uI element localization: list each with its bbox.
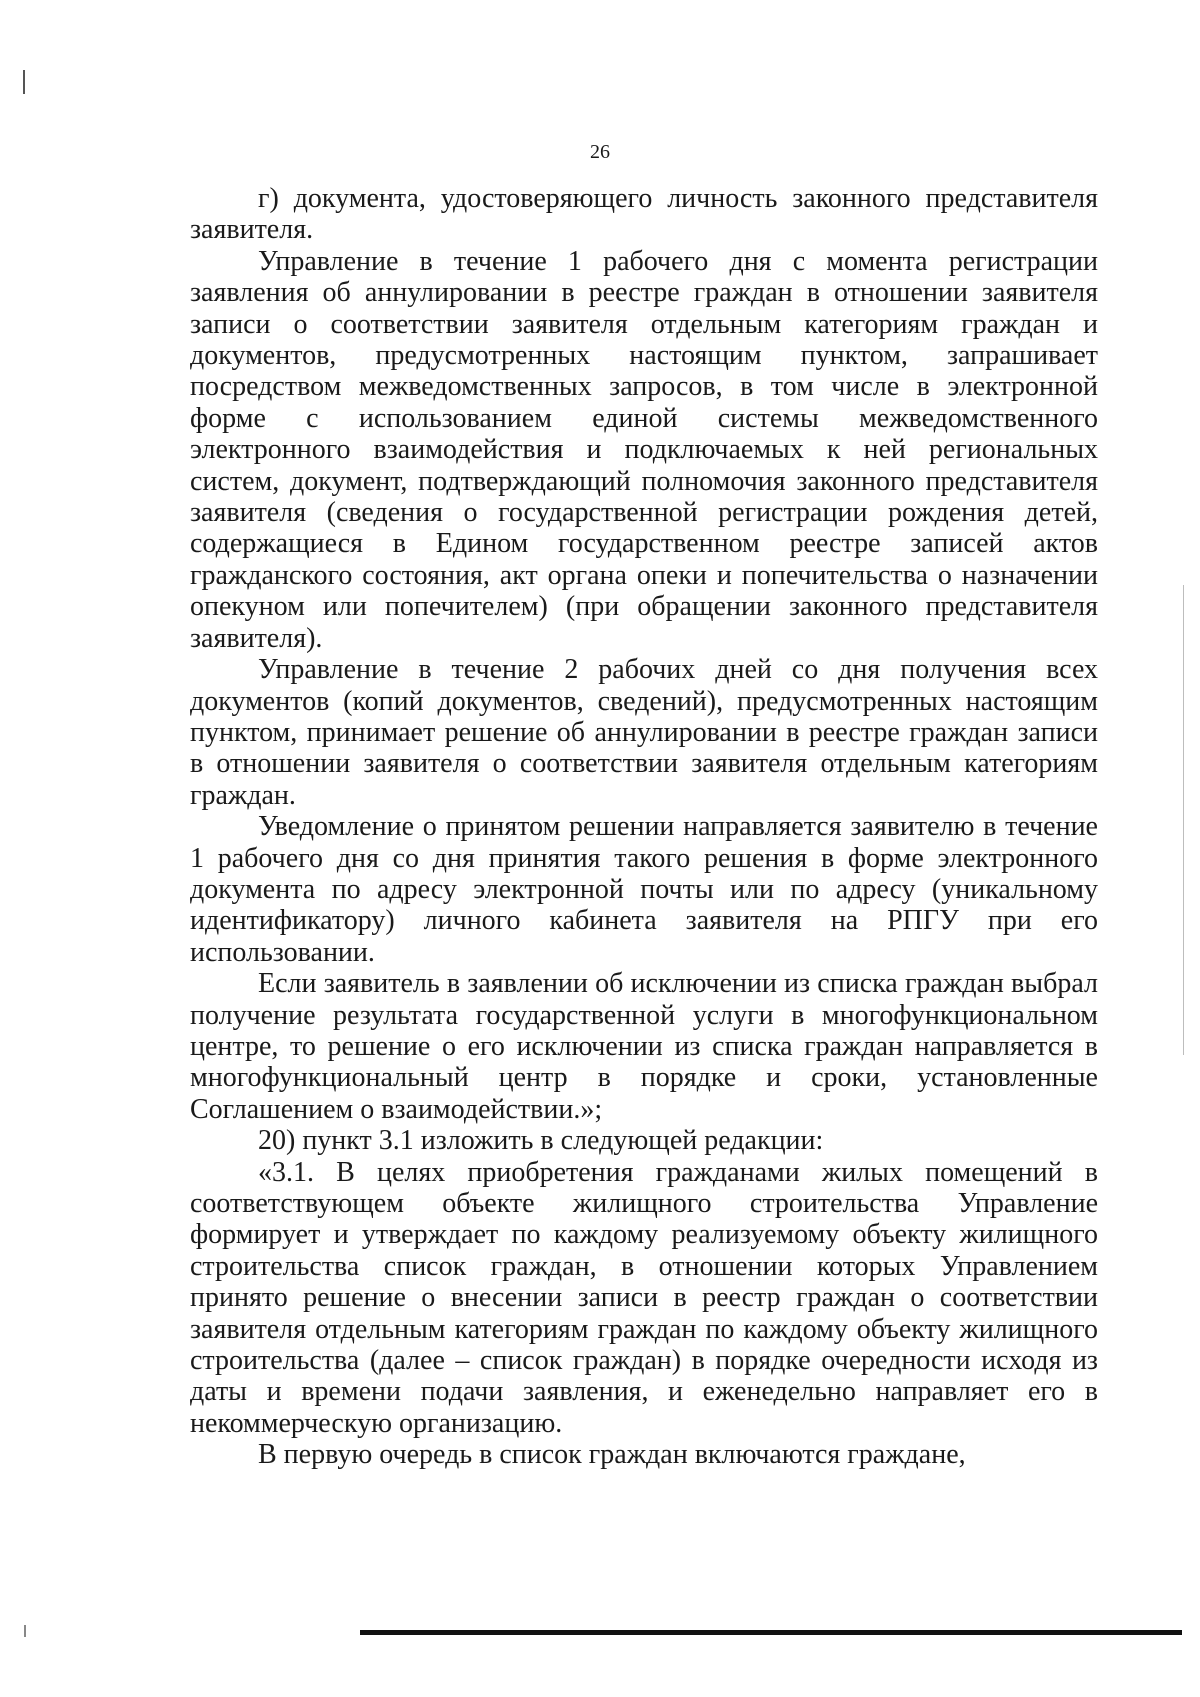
paragraph-amendment-20: 20) пункт 3.1 изложить в следующей редакции: — [258, 1125, 824, 1157]
page-number: 26 — [590, 141, 610, 163]
paragraph-notification: Уведомление о принятом решении направляется заявителю в течение 1 рабочего дня со дня принятия такого решения в форме электронного документа по адресу электронной почты или по адресу (уникальному идентификатору) личного кабинета заявителя на РПГУ при его использовании. — [190, 811, 1098, 968]
document-body — [190, 183, 1098, 1471]
paragraph-section-3-1: «3.1. В целях приобретения гражданами жилых помещений в соответствующем объекте жилищного строительства Управление формирует и утверждает по каждому реализуемому объекту жилищного строительства список граждан, в отношении которых Управлением принято решение о внесении записи в реестр граждан о соответствии заявителя отдельным категориям граждан по каждому объекту жилищного строительства (далее – список граждан) в порядке очередности исходя из даты и времени подачи заявления, и еженедельно направляет его в некоммерческую организацию. — [190, 1156, 1098, 1439]
scan-edge-dot — [24, 1625, 26, 1637]
scan-edge-line — [1183, 585, 1184, 1055]
paragraph-item-g: г) документа, удостоверяющего личность законного представителя заявителя. — [190, 183, 1098, 246]
paragraph-first-priority: В первую очередь в список граждан включаются граждане, — [258, 1439, 966, 1471]
footer-rule — [360, 1630, 1182, 1635]
paragraph-request-documents: Управление в течение 1 рабочего дня с момента регистрации заявления об аннулировании в реестре граждан в отношении заявителя записи о соответствии заявителя отдельным категориям граждан и документов, предусмотренных настоящим пунктом, запрашивает посредством межведомственных запросов, в том числе в электронной форме с использованием единой системы межведомственного электронного взаимодействия и подключаемых к ней региональных систем, документ, подтверждающий полномочия законного представителя заявителя (сведения о государственной регистрации рождения детей, содержащиеся в Едином государственном реестре записей актов гражданского состояния, акт органа опеки и попечительства о назначении опекуном или попечителем) (при обращении законного представителя заявителя). — [190, 245, 1098, 654]
paragraph-decision-annulment: Управление в течение 2 рабочих дней со дня получения всех документов (копий документов, сведений), предусмотренных настоящим пунктом, принимает решение об аннулировании в реестре граждан записи в отношении заявителя о соответствии заявителя отдельным категориям граждан. — [190, 654, 1098, 811]
scan-edge-mark — [23, 70, 25, 94]
paragraph-mfc-result: Если заявитель в заявлении об исключении из списка граждан выбрал получение результата государственной услуги в многофункциональном центре, то решение о его исключении из списка граждан направляется в многофункциональный центр в порядке и сроки, установленные Соглашением о взаимодействии.»; — [190, 968, 1098, 1125]
